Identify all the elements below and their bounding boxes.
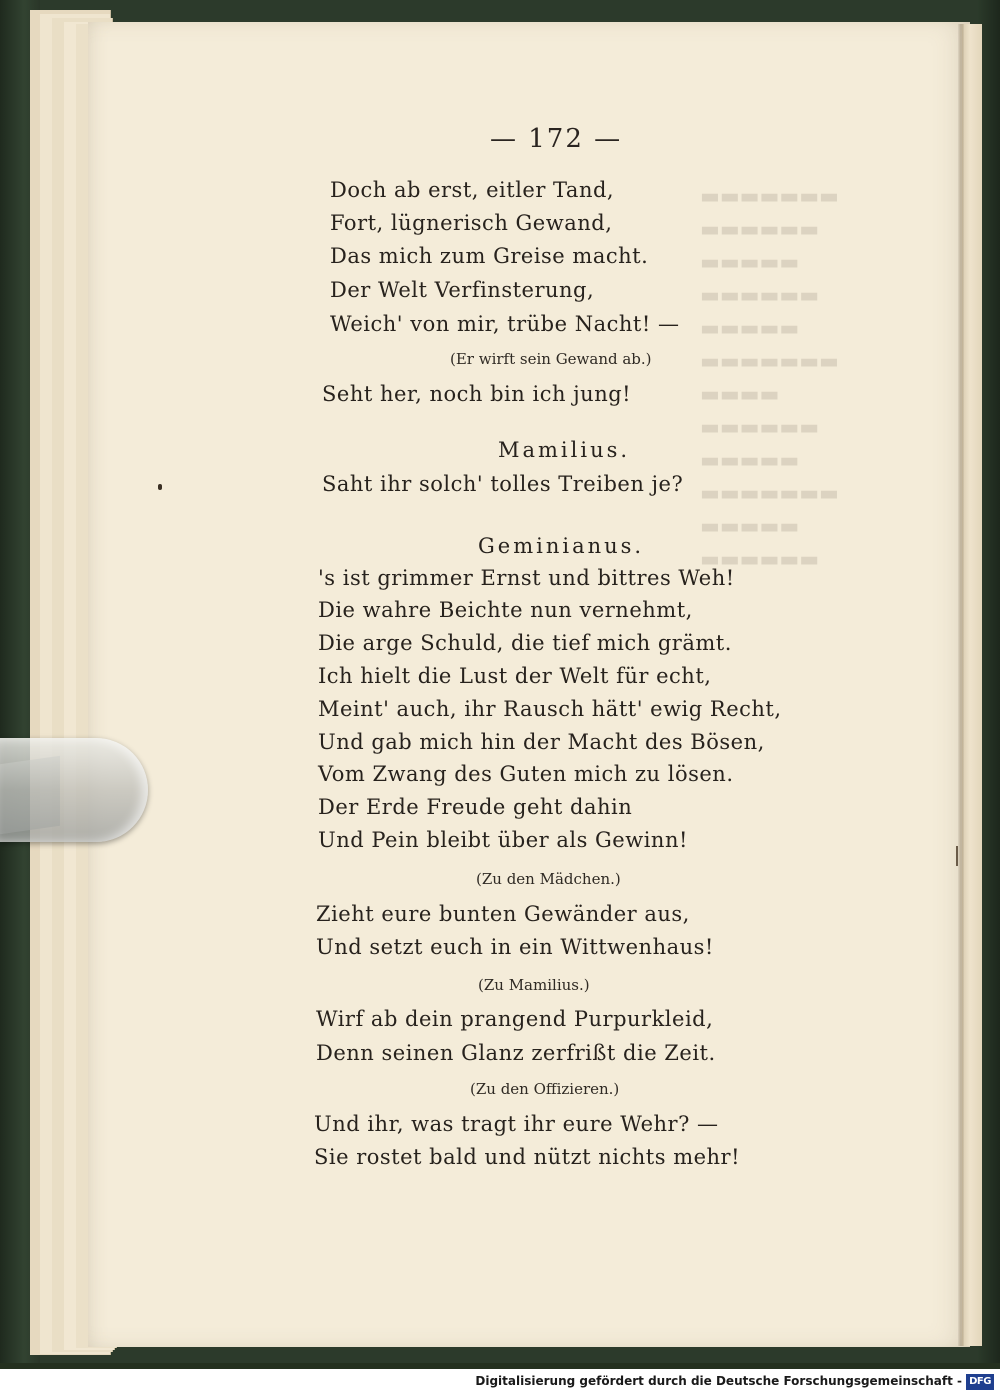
stage-direction: (Zu den Mädchen.)	[476, 870, 621, 888]
verse-line: Und Pein bleibt über als Gewinn!	[318, 828, 688, 852]
verse-line: Das mich zum Greise macht.	[330, 244, 649, 268]
verse-line: Und ihr, was tragt ihr eure Wehr? —	[314, 1112, 719, 1136]
stage-direction: (Zu den Offizieren.)	[470, 1080, 620, 1098]
scanner-clamp	[0, 738, 148, 842]
verse-line: Denn seinen Glanz zerfrißt die Zeit.	[316, 1041, 716, 1065]
stage-direction: (Zu Mamilius.)	[478, 976, 590, 994]
dfg-logo: DFG	[966, 1374, 994, 1390]
bleed-through-shadow: ▬▬▬▬▬▬▬ ▬▬▬▬▬▬ ▬▬▬▬▬ ▬▬▬▬▬▬ ▬▬▬▬▬ ▬▬▬▬▬▬▬ ▬▬▬▬ ▬▬▬▬▬▬ ▬▬▬▬▬ ▬▬▬▬▬▬▬ ▬▬▬▬▬ ▬▬▬▬▬▬	[700, 184, 839, 571]
verse-line: Ich hielt die Lust der Welt für echt,	[318, 664, 712, 688]
facing-page-edge	[962, 24, 982, 1346]
stage-direction: (Er wirft sein Gewand ab.)	[450, 350, 652, 368]
verse-line: Seht her, noch bin ich jung!	[322, 382, 632, 406]
speaker-name: Geminianus.	[478, 534, 645, 558]
verse-line: Die wahre Beichte nun vernehmt,	[318, 598, 693, 622]
verse-line: Sie rostet bald und nützt nichts mehr!	[314, 1145, 741, 1169]
verse-line: Doch ab erst, eitler Tand,	[330, 178, 615, 202]
verse-line: Weich' von mir, trübe Nacht! —	[330, 312, 680, 336]
ink-speck	[158, 484, 162, 490]
funding-credit: Digitalisierung gefördert durch die Deutsche Forschungsgemeinschaft -	[475, 1374, 962, 1388]
page-mark	[956, 846, 958, 866]
page-number: — 172 —	[490, 124, 623, 154]
verse-line: 's ist grimmer Ernst und bittres Weh!	[318, 566, 735, 590]
verse-line: Und setzt euch in ein Wittwenhaus!	[316, 935, 714, 959]
verse-line: Die arge Schuld, die tief mich grämt.	[318, 631, 732, 655]
verse-line: Der Welt Verfinsterung,	[330, 278, 595, 302]
verse-line: Wirf ab dein prangend Purpurkleid,	[316, 1007, 714, 1031]
verse-line: Saht ihr solch' tolles Treiben je?	[322, 472, 684, 496]
speaker-name: Mamilius.	[498, 438, 631, 462]
verse-line: Vom Zwang des Guten mich zu lösen.	[318, 762, 734, 786]
verse-line: Meint' auch, ihr Rausch hätt' ewig Recht,	[318, 697, 782, 721]
verse-line: Der Erde Freude geht dahin	[318, 795, 633, 819]
verse-line: Fort, lügnerisch Gewand,	[330, 211, 613, 235]
footer-bar	[0, 1369, 1000, 1393]
book-gutter	[958, 24, 964, 1346]
verse-line: Und gab mich hin der Macht des Bösen,	[318, 730, 765, 754]
verse-line: Zieht eure bunten Gewänder aus,	[316, 902, 690, 926]
